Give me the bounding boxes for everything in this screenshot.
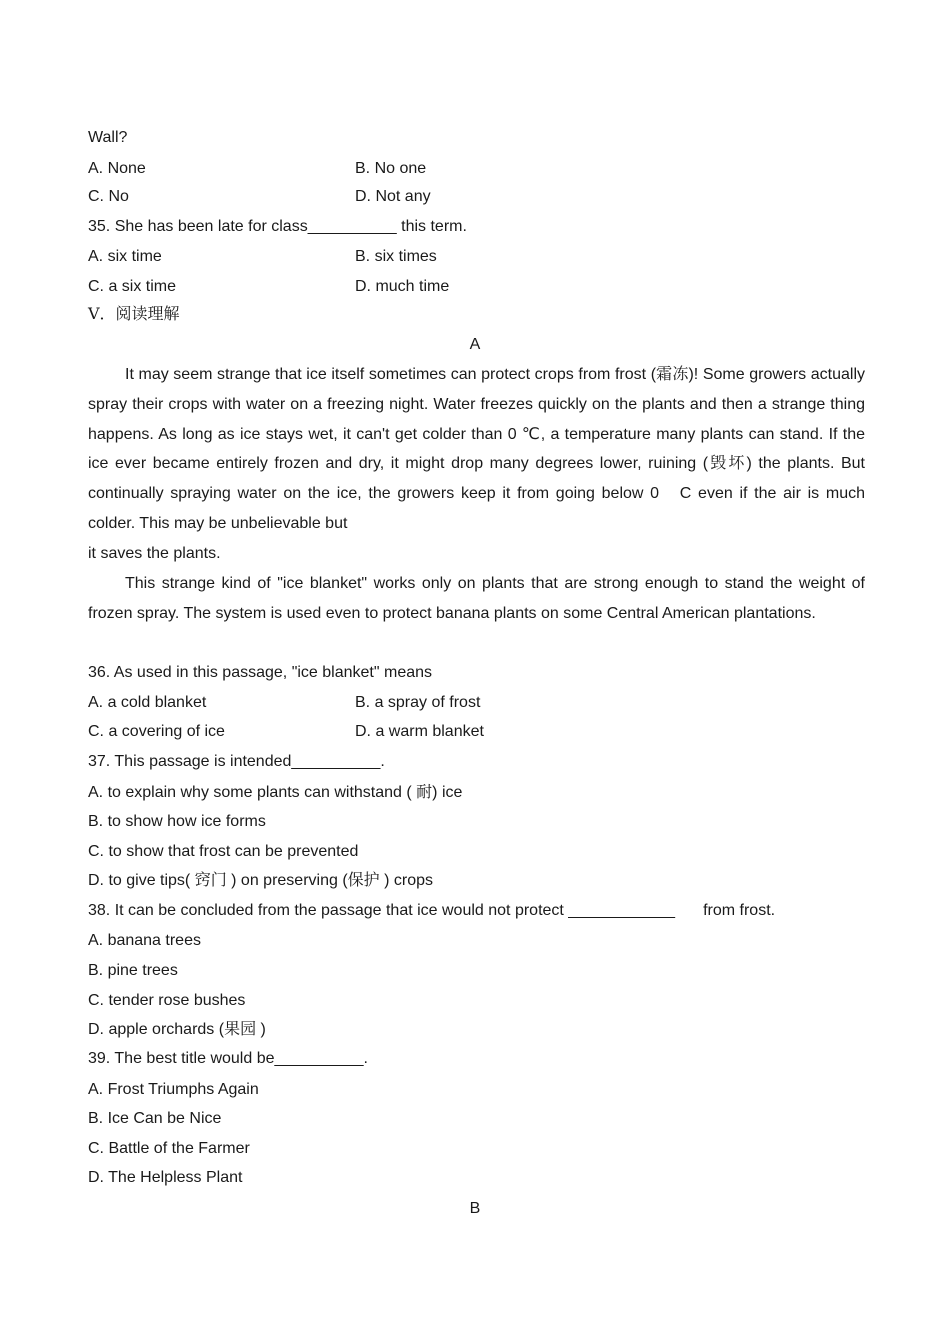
q34-option-b: B. No one	[355, 160, 427, 177]
passage-a-p2-text: This strange kind of "ice blanket" works only on plants that are strong enough to stand the weight of frozen spray. The system is used even to protect banana plants on some Central American plantations.	[88, 575, 865, 622]
passage-a-p1-part2: C even if the air is much colder. This may be unbelievable but	[88, 485, 866, 532]
q37-option-b: B. to show how ice forms	[88, 813, 266, 830]
q34-option-a: A. None	[88, 160, 146, 177]
q37-option-d: D. to give tips( 窍门 ) on preserving (保护 ) crops	[88, 872, 433, 889]
q39-question: 39. The best title would be__________.	[88, 1050, 368, 1067]
q39-option-a: A. Frost Triumphs Again	[88, 1081, 259, 1098]
q39-option-b: B. Ice Can be Nice	[88, 1110, 222, 1127]
q38-option-d: D. apple orchards (果园 )	[88, 1021, 266, 1038]
q35-option-c: C. a six time	[88, 278, 177, 295]
q37-option-a: A. to explain why some plants can withstand ( 耐) ice	[88, 784, 463, 801]
q38-question-part1: 38. It can be concluded from the passage that ice would not protect ____________	[88, 902, 676, 919]
passage-a-paragraph-1	[88, 360, 865, 569]
q35-option-a: A. six time	[88, 248, 162, 265]
passage-a-label: A	[469, 336, 481, 353]
q39-option-d: D. The Helpless Plant	[88, 1169, 243, 1186]
q38-question	[88, 901, 775, 921]
passage-a-p1-part3: it saves the plants.	[88, 544, 221, 562]
q36-question: 36. As used in this passage, "ice blanket" means	[88, 664, 433, 681]
q36-option-d: D. a warm blanket	[355, 723, 484, 740]
q37-option-c: C. to show that frost can be prevented	[88, 843, 359, 860]
q38-question-part2: from frost.	[703, 902, 776, 919]
q38-option-b: B. pine trees	[88, 962, 178, 979]
q34-option-d: D. Not any	[355, 188, 431, 205]
q35-option-b: B. six times	[355, 248, 437, 265]
passage-a-paragraph-2	[88, 569, 865, 629]
q38-option-c: C. tender rose bushes	[88, 992, 246, 1009]
q34-tail: Wall?	[88, 129, 128, 146]
section-heading: Ⅴ．阅读理解	[88, 304, 180, 323]
passage-a-p1-part1: It may seem strange that ice itself sometimes can protect crops from frost (霜冻)! Some growers actually spray their crops with water on a freezing night. Water freezes quickly on the plants and then a strange thing happens. As long as ice stays wet, it can't get colder than 0 ℃, a temperature many plants can stand. If the ice ever became entirely frozen and dry, it might drop many degrees lower, ruining (毁坏) the plants. But continually spraying water on the ice, the growers keep it from going below 0	[88, 366, 865, 503]
q35-option-d: D. much time	[355, 278, 450, 295]
q36-option-c: C. a covering of ice	[88, 723, 225, 740]
q36-option-a: A. a cold blanket	[88, 694, 207, 711]
q34-option-c: C. No	[88, 188, 129, 205]
q37-question: 37. This passage is intended__________.	[88, 753, 385, 770]
q38-option-a: A. banana trees	[88, 932, 201, 949]
passage-b-label: B	[469, 1200, 481, 1217]
q35-question: 35. She has been late for class__________ this term.	[88, 218, 467, 235]
q39-option-c: C. Battle of the Farmer	[88, 1140, 250, 1157]
q36-option-b: B. a spray of frost	[355, 694, 481, 711]
